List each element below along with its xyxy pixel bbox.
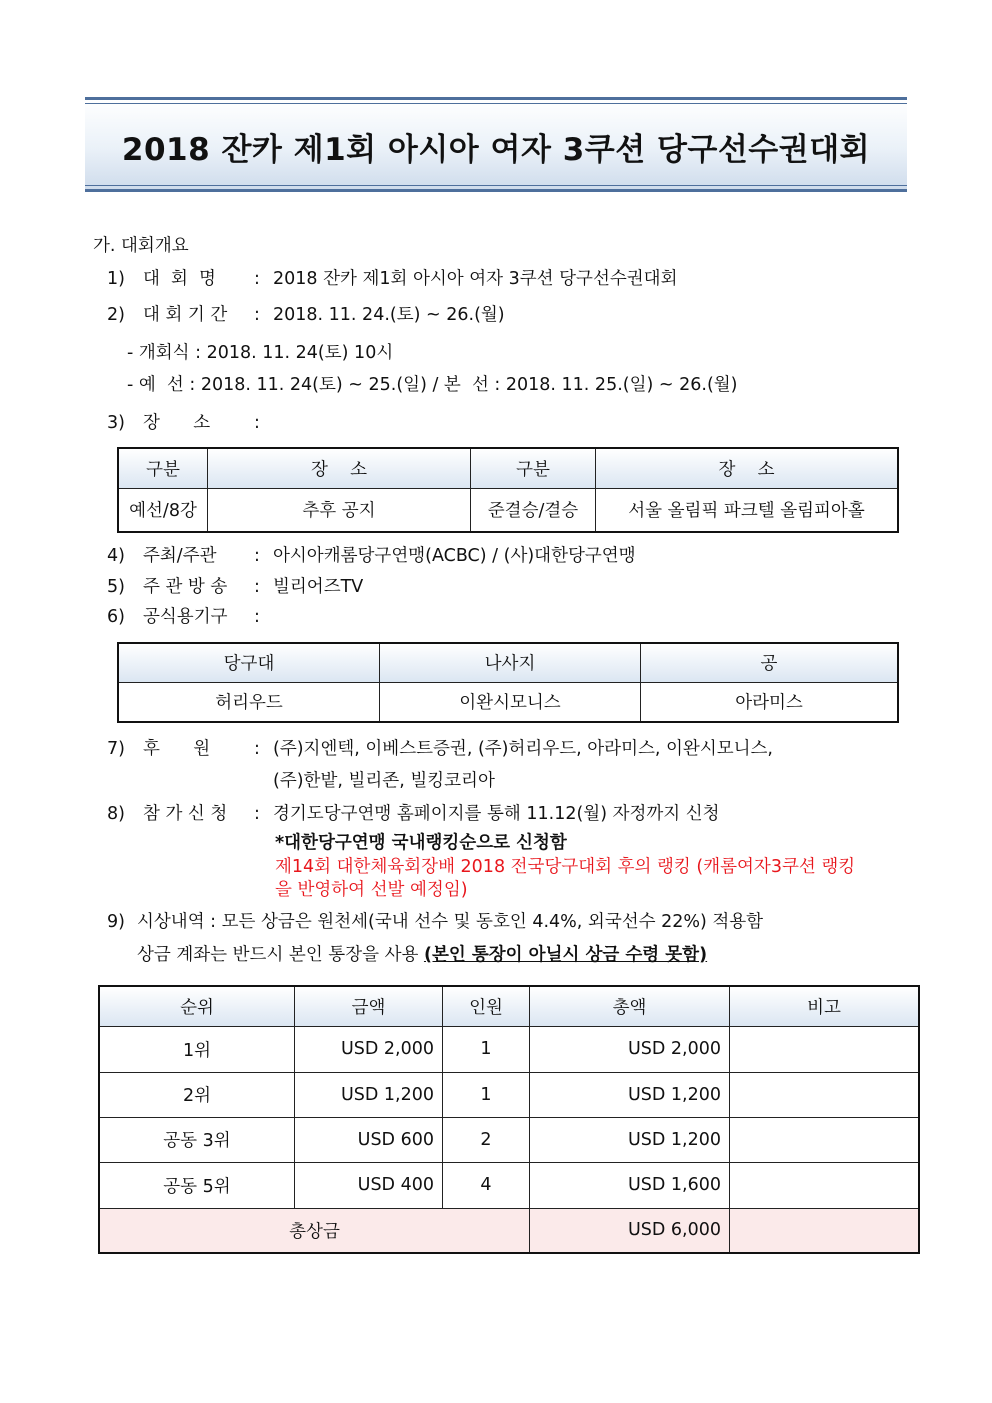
prize-table bbox=[98, 985, 920, 1254]
total-cell: USD 1,600 bbox=[530, 1162, 730, 1208]
total-cell: USD 2,000 bbox=[530, 1026, 730, 1072]
equipment-header-cell: 당구대 bbox=[118, 643, 380, 682]
venue-table bbox=[117, 447, 899, 533]
total-note-cell bbox=[730, 1208, 920, 1253]
table-row bbox=[99, 1117, 919, 1162]
item-number: 9) bbox=[107, 912, 125, 932]
note-cell bbox=[730, 1162, 920, 1208]
item-value: 빌리어즈TV bbox=[273, 577, 364, 597]
item-number: 5) bbox=[107, 577, 125, 597]
item-label: 장 소 bbox=[143, 413, 211, 433]
item-number: 3) bbox=[107, 413, 125, 433]
venue-header-cell: 장 소 bbox=[596, 448, 899, 488]
item-label: 주최/주관 bbox=[143, 546, 217, 566]
prize-account-note bbox=[137, 944, 707, 966]
count-cell: 1 bbox=[443, 1026, 530, 1072]
item-label: 참 가 신 청 bbox=[143, 804, 228, 824]
item-value: 시상내역 : 모든 상금은 원천세(국내 선수 및 동호인 4.4%, 외국선수 22%) 적용함 bbox=[137, 912, 764, 932]
rank-cell: 1위 bbox=[99, 1026, 295, 1072]
venue-header-cell: 구분 bbox=[471, 448, 596, 488]
item-number: 1) bbox=[107, 269, 125, 289]
amount-cell: USD 400 bbox=[295, 1162, 443, 1208]
prize-header-cell: 인원 bbox=[443, 986, 530, 1026]
section-heading: 가. 대회개요 bbox=[93, 236, 189, 256]
item-value: (주)지엔텍, 이베스트증권, (주)허리우드, 아라미스, 이완시모니스, bbox=[273, 739, 773, 759]
count-cell: 1 bbox=[443, 1072, 530, 1117]
item-label: 대 회 기 간 bbox=[143, 305, 228, 325]
apply-ranking-note-continued: 을 반영하여 선발 예정임) bbox=[275, 880, 468, 900]
item-number: 4) bbox=[107, 546, 125, 566]
note-cell bbox=[730, 1117, 920, 1162]
item-number: 7) bbox=[107, 739, 125, 759]
item-colon: : bbox=[254, 607, 260, 627]
apply-ranking-note: 제14회 대한체육회장배 2018 전국당구대회 후의 랭킹 (캐롬여자3쿠션 랭킹 bbox=[275, 857, 856, 877]
item-colon: : bbox=[254, 804, 260, 824]
round-schedule: - 예 선 : 2018. 11. 24(토) ~ 25.(일) / 본 선 : 2018. 11. 25.(일) ~ 26.(월) bbox=[127, 375, 738, 395]
venue-header-cell: 장 소 bbox=[208, 448, 471, 488]
document-title: 2018 잔카 제1회 아시아 여자 3쿠션 당구선수권대회 bbox=[121, 132, 871, 168]
rank-cell: 2위 bbox=[99, 1072, 295, 1117]
item-colon: : bbox=[254, 305, 260, 325]
table-row bbox=[99, 1162, 919, 1208]
item-value: 경기도당구연맹 홈페이지를 통해 11.12(월) 자정까지 신청 bbox=[273, 804, 720, 824]
rank-cell: 공동 3위 bbox=[99, 1117, 295, 1162]
total-cell: USD 1,200 bbox=[530, 1117, 730, 1162]
equipment-header-cell: 공 bbox=[641, 643, 899, 682]
item-label: 공식용기구 bbox=[143, 607, 228, 627]
total-label-cell: 총상금 bbox=[99, 1208, 530, 1253]
item-colon: : bbox=[254, 413, 260, 433]
item-colon: : bbox=[254, 577, 260, 597]
sponsor-continued: (주)한밭, 빌리존, 빌킹코리아 bbox=[273, 771, 495, 791]
item-label: 주 관 방 송 bbox=[143, 577, 228, 597]
venue-cell: 추후 공지 bbox=[208, 488, 471, 532]
table-row bbox=[99, 1026, 919, 1072]
prize-header-cell: 금액 bbox=[295, 986, 443, 1026]
rank-cell: 공동 5위 bbox=[99, 1162, 295, 1208]
prize-account-text: 상금 계좌는 반드시 본인 통장을 사용 bbox=[137, 945, 424, 965]
opening-ceremony: - 개회식 : 2018. 11. 24(토) 10시 bbox=[127, 343, 394, 363]
item-label: 후 원 bbox=[143, 739, 211, 759]
item-colon: : bbox=[254, 546, 260, 566]
count-cell: 4 bbox=[443, 1162, 530, 1208]
table-row bbox=[99, 1072, 919, 1117]
item-value: 2018 잔카 제1회 아시아 여자 3쿠션 당구선수권대회 bbox=[273, 269, 678, 289]
item-number: 2) bbox=[107, 305, 125, 325]
note-cell bbox=[730, 1026, 920, 1072]
prize-header-cell: 총액 bbox=[530, 986, 730, 1026]
venue-cell: 예선/8강 bbox=[118, 488, 208, 532]
apply-note: *대한당구연맹 국내랭킹순으로 신청함 bbox=[275, 833, 567, 853]
venue-cell: 준결승/결승 bbox=[471, 488, 596, 532]
count-cell: 2 bbox=[443, 1117, 530, 1162]
total-value-cell: USD 6,000 bbox=[530, 1208, 730, 1253]
item-colon: : bbox=[254, 269, 260, 289]
prize-account-emphasis: (본인 통장이 아닐시 상금 수령 못함) bbox=[423, 945, 708, 965]
equipment-cell: 아라미스 bbox=[641, 682, 899, 722]
amount-cell: USD 1,200 bbox=[295, 1072, 443, 1117]
amount-cell: USD 2,000 bbox=[295, 1026, 443, 1072]
total-cell: USD 1,200 bbox=[530, 1072, 730, 1117]
item-label: 대 회 명 bbox=[143, 269, 216, 289]
venue-cell: 서울 올림픽 파크텔 올림피아홀 bbox=[596, 488, 899, 532]
prize-header-cell: 순위 bbox=[99, 986, 295, 1026]
item-value: 아시아캐롬당구연맹(ACBC) / (사)대한당구연맹 bbox=[273, 546, 636, 566]
venue-header-cell: 구분 bbox=[118, 448, 208, 488]
item-colon: : bbox=[254, 739, 260, 759]
note-cell bbox=[730, 1072, 920, 1117]
equipment-cell: 이완시모니스 bbox=[380, 682, 641, 722]
amount-cell: USD 600 bbox=[295, 1117, 443, 1162]
equipment-cell: 허리우드 bbox=[118, 682, 380, 722]
item-value: 2018. 11. 24.(토) ~ 26.(월) bbox=[273, 305, 505, 325]
total-row bbox=[99, 1208, 919, 1253]
item-number: 6) bbox=[107, 607, 125, 627]
equipment-table bbox=[117, 642, 899, 723]
prize-header-cell: 비고 bbox=[730, 986, 920, 1026]
item-number: 8) bbox=[107, 804, 125, 824]
equipment-header-cell: 나사지 bbox=[380, 643, 641, 682]
title-banner bbox=[85, 97, 907, 192]
